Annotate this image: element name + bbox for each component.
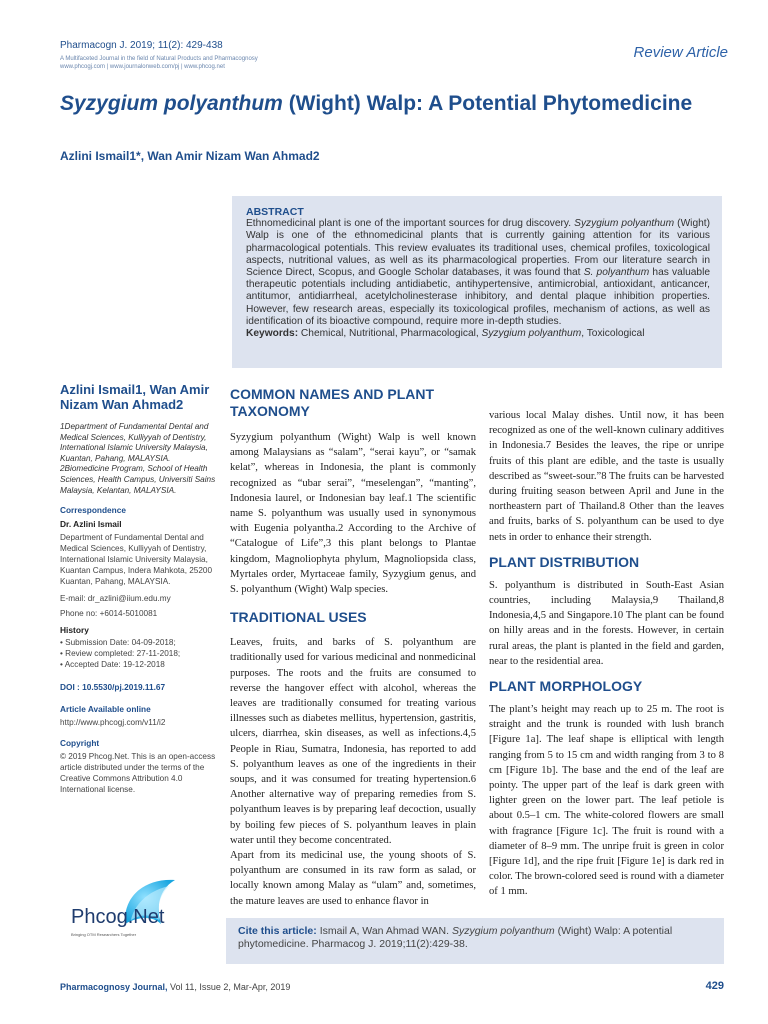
page-footer	[60, 982, 290, 992]
journal-subtitle	[60, 56, 258, 71]
copyright-text: © 2019 Phcog.Net. This is an open-access article distributed under the terms of the Creative Commons Attribution 4.0 International license.	[60, 752, 216, 795]
history-item: • Accepted Date: 19-12-2018	[60, 659, 218, 670]
correspondence-address: Department of Fundamental Dental and Medical Sciences, Kulliyyah of Dentistry, International Islamic University Malaysia, Kuantan Campus, Indera Mahkota, 25200 Kuantan, Pahang, MALAYSIA.	[60, 533, 213, 587]
journal-tagline: A Multifaceted Journal in the field of Natural Products and Pharmacognosy	[60, 56, 258, 62]
traditional-uses-text-1: Leaves, fruits, and barks of S. polyanthum are traditionally used for various medicinal and nonmedicinal purposes. The roots and the fruits are consumed to reverse the hangover effect with alcohol, whereas the leaves are traditionally consumed for treating various illnesses such as diabetes mellitus, hypertension, gastritis, ulcers, diarrhea, skin diseases, as well as infections.4,5 People in Riau, Sumatra, Indonesia, has reported to add S. polyanthum leaves as one of the ingredients in their soups, and it was consumed for treating hypertension.6 Another alternative way of preparing remedies from S. polyanthum leaves is by preparing leaf decoction, usually by boiling few pieces of S. polyanthum leaves in plain water until they become concentrated.	[230, 637, 476, 846]
title-species: Syzygium polyanthum	[60, 92, 283, 115]
footer-issue: Vol 11, Issue 2, Mar-Apr, 2019	[167, 982, 291, 992]
citation-text: Cite this article: Ismail A, Wan Ahmad WAN. Syzygium polyanthum (Wight) Walp: A potential phytomedicine. Pharmacog J. 2019;11(2):429-38.	[238, 925, 673, 950]
logo-tagline: Bringing OTM Researchers Together	[71, 932, 137, 937]
traditional-uses-text-3: various local Malay dishes. Until now, it has been recognized as one of the well-known culinary additives in Indonesia.7 Besides the leaves, the ripe or unripe fruits of this plant are edible, and the taste is usually described as “sweet-sour.”8 The fruits can be harvested during fruiting season between April and June in the northeastern part of Thailand.8 Other than the leaves and fruits, barks of S. polyanthum can be used to dye nets in order to enhance their strength.	[489, 410, 724, 543]
traditional-uses-text-2: Apart from its medicinal use, the young shoots of S. polyanthum are consumed in its raw form as salad, or locally known among Malay as “ulam” and, sometimes, the mature leaves are used to enhance flavor in	[230, 850, 476, 907]
abstract-box	[232, 196, 722, 368]
distribution-text: S. polyanthum is distributed in South-East Asian countries, including Malaysia,9 Thailand,8 Indonesia,4,5 and Singapore.10 The plant can be found on hilly areas and in the forests. However, in certain rural areas, the plant is planted in the field and garden, near to the residential area.	[489, 579, 724, 667]
page-number: 429	[705, 980, 724, 992]
correspondence-phone: Phone no: +6014-5010081	[60, 609, 158, 619]
online-label: Article Available online	[60, 704, 151, 715]
common-names-text: Syzygium polyanthum (Wight) Walp is well known among Malaysians as “salam”, “serai kayu”, or “samak kelat”, whereas in Indonesia, the plant is commonly recognized as “ubar serai”, “meselengan”, “manting”, Indonesia laurel, or Indonesian bay leaf.1 The scientific name S. polyanthum was usually used in synonymous with Eugenia polyantha.2 According to the Archive of “Catalogue of Life”,3 this plant belongs to Plantae kingdom, Magnoliophyta phylum, Magnoliopsida class, Myrtales order, Myrtaceae family, Syzygium genus, and S. polyanthum (Wight) Walp species.	[230, 432, 476, 596]
correspondence-name: Dr. Azlini Ismail	[60, 519, 122, 530]
phcog-logo	[65, 876, 205, 956]
copyright-label: Copyright	[60, 738, 100, 749]
citation-box	[226, 918, 724, 964]
abstract-heading: ABSTRACT	[246, 206, 304, 218]
abstract-text: Ethnomedicinal plant is one of the important sources for drug discovery. Syzygium polyanthum (Wight) Walp is one of the ethnomedicinal plants that is currently gaining attention for its various pharmacological potentials. This review evaluates its traditional uses, chemical profiles, toxicological aspects, nutritional values, as well as its pharmacological properties. From our literature search in Science Direct, Scopus, and Google Scholar databases, it was found that S. polyanthum has valuable therapeutic potentials including antidiabetic, antihypertensive, antimicrobial, antioxidant, anticancer, antitumor, antidiarrheal, acetylcholinesterase inhibitory, and dental plaque inhibition properties. However, few research areas, especially its toxicological profiles, mechanism of actions, as well as identification of its bioactive compound, require more in-depth studies.	[246, 218, 711, 327]
author-list: Azlini Ismail1*, Wan Amir Nizam Wan Ahmad2	[60, 149, 320, 163]
column-1	[230, 386, 476, 909]
section-heading-distribution: PLANT DISTRIBUTION	[489, 553, 640, 570]
section-heading-traditional-uses: TRADITIONAL USES	[230, 609, 367, 626]
doi-label[interactable]: DOI : 10.5530/pj.2019.11.67	[60, 682, 166, 693]
section-heading-morphology: PLANT MORPHOLOGY	[489, 678, 643, 695]
sidebar-authors: Azlini Ismail1, Wan Amir Nizam Wan Ahmad2	[60, 382, 210, 412]
morphology-text: The plant’s height may reach up to 25 m. The root is straight and the trunk is rounded with lush branch [Figure 1a]. The leaf shape is elliptical with length ranging from 5 to 15 cm and width ranging from 3 to 8 cm [Figure 1b]. The base and the end of the leaf are pointy. The upper part of the leaf is dark green with lighter green on the lower part. The leaf petiole is about 0.5–1 cm. The white-colored flowers are small with fragrance [Figure 1c]. The fruit is round with a diameter of 8–9 mm. The unripe fruit is green in color [Figure 1d], and the ripe fruit [Figure 1e] is dark red in color. The brown-colored seed is round with a diameter of 1 mm.	[489, 704, 724, 898]
affiliation-2: 2Biomedicine Program, School of Health Sciences, Health Campus, Universiti Sains Malaysia, Kelantan, MALAYSIA.	[60, 464, 216, 495]
abstract-keywords: Keywords: Chemical, Nutritional, Pharmacological, Syzygium polyanthum, Toxicological	[246, 328, 645, 340]
article-type-label: Review Article	[633, 44, 728, 61]
article-title	[60, 92, 740, 116]
logo-text: Phcog.Net	[71, 906, 165, 928]
correspondence-label: Correspondence	[60, 505, 126, 516]
affiliation-1: 1Department of Fundamental Dental and Medical Sciences, Kulliyyah of Dentistry, International Islamic University Malaysia, Kuantan, Pahang, MALAYSIA.	[60, 422, 209, 463]
online-url[interactable]: http://www.phcogj.com/v11/i2	[60, 718, 166, 728]
journal-urls: www.phcogj.com | www.journalonweb.com/pj | www.phcog.net	[60, 63, 225, 70]
history-item: • Submission Date: 04-09-2018;	[60, 637, 218, 648]
footer-journal: Pharmacognosy Journal,	[60, 982, 168, 992]
title-rest: (Wight) Walp: A Potential Phytomedicine	[282, 92, 693, 115]
journal-reference: Pharmacogn J. 2019; 11(2): 429-438	[60, 40, 223, 51]
correspondence-email[interactable]: E-mail: dr_azlini@iium.edu.my	[60, 594, 171, 604]
history-item: • Review completed: 27-11-2018;	[60, 648, 218, 659]
history-list	[60, 637, 218, 670]
section-heading-common-names: COMMON NAMES AND PLANT TAXONOMY	[230, 386, 435, 419]
column-2	[489, 408, 724, 900]
sidebar	[60, 382, 218, 795]
history-label: History	[60, 625, 89, 636]
